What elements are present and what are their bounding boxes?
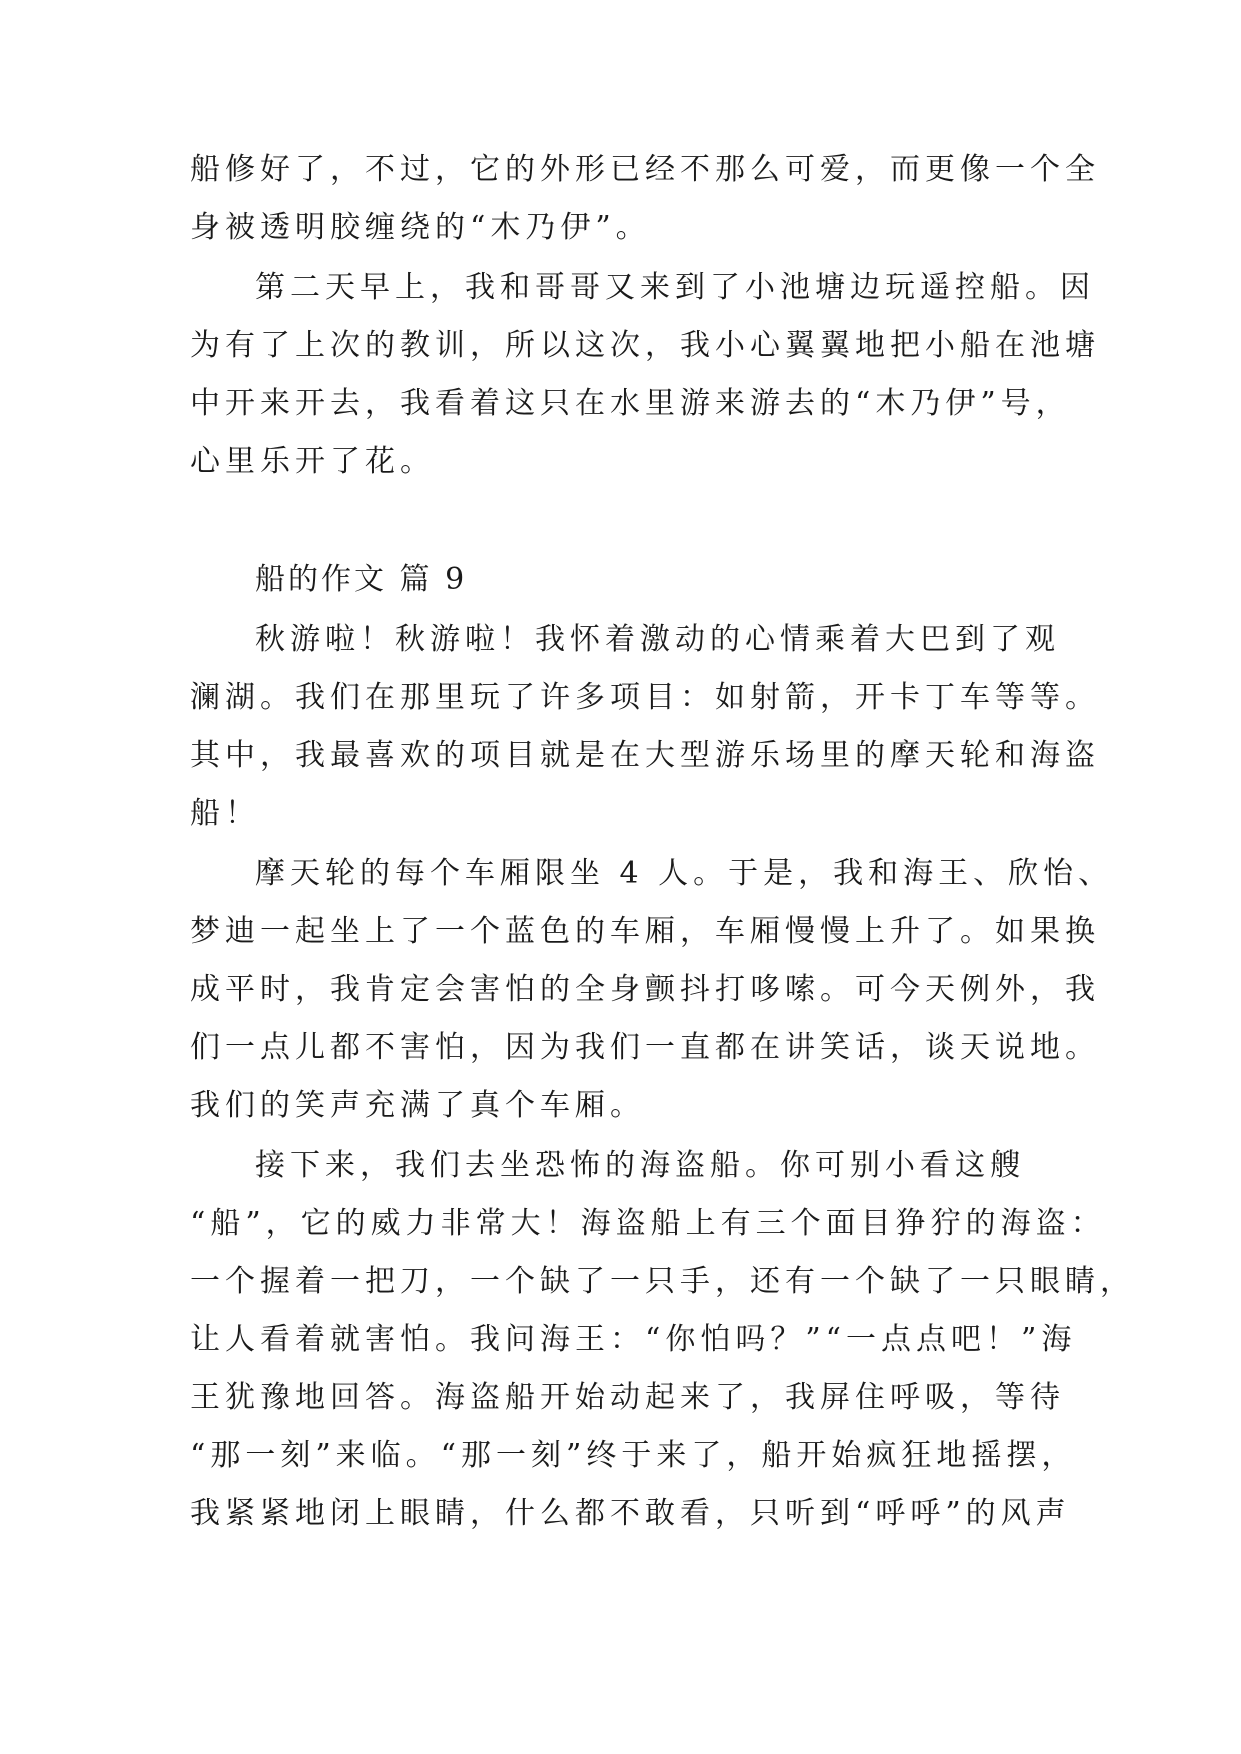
paragraph-line: 澜湖。我们在那里玩了许多项目：如射箭，开卡丁车等等。 [190,680,1100,715]
paragraph-line: 第二天早上，我和哥哥又来到了小池塘边玩遥控船。因 [255,270,1095,305]
section-title: 船的作文 篇 9 [255,562,468,597]
paragraph-line: “那一刻”来临。“那一刻”终于来了，船开始疯狂地摇摆， [190,1438,1077,1473]
paragraph-line: 身被透明胶缠绕的“木乃伊”。 [190,210,651,245]
paragraph-line: “船”，它的威力非常大！海盗船上有三个面目狰狞的海盗： [190,1206,1106,1241]
paragraph-line: 摩天轮的每个车厢限坐 4 人。于是，我和海王、欣怡、 [255,856,1114,891]
paragraph-line: 我紧紧地闭上眼睛，什么都不敢看，只听到“呼呼”的风声 [190,1496,1071,1531]
paragraph-line: 秋游啦！秋游啦！我怀着激动的心情乘着大巴到了观 [255,622,1060,657]
paragraph-line: 接下来，我们去坐恐怖的海盗船。你可别小看这艘 [255,1148,1025,1183]
paragraph-line: 王犹豫地回答。海盗船开始动起来了，我屏住呼吸，等待 [190,1380,1065,1415]
paragraph-line: 让人看着就害怕。我问海王：“你怕吗？”“一点点吧！”海 [190,1322,1077,1357]
paragraph-line: 船！ [190,796,260,831]
paragraph-line: 梦迪一起坐上了一个蓝色的车厢，车厢慢慢上升了。如果换 [190,914,1100,949]
paragraph-line: 其中，我最喜欢的项目就是在大型游乐场里的摩天轮和海盗 [190,738,1100,773]
paragraph-line: 我们的笑声充满了真个车厢。 [190,1088,645,1123]
paragraph-line: 中开来开去，我看着这只在水里游来游去的“木乃伊”号， [190,386,1071,421]
paragraph-line: 们一点儿都不害怕，因为我们一直都在讲笑话，谈天说地。 [190,1030,1100,1065]
paragraph-line: 心里乐开了花。 [190,444,435,479]
paragraph-line: 一个握着一把刀，一个缺了一只手，还有一个缺了一只眼睛， [190,1264,1135,1299]
paragraph-line: 成平时，我肯定会害怕的全身颤抖打哆嗦。可今天例外，我 [190,972,1100,1007]
paragraph-line: 船修好了，不过，它的外形已经不那么可爱，而更像一个全 [190,152,1100,187]
paragraph-line: 为有了上次的教训，所以这次，我小心翼翼地把小船在池塘 [190,328,1100,363]
